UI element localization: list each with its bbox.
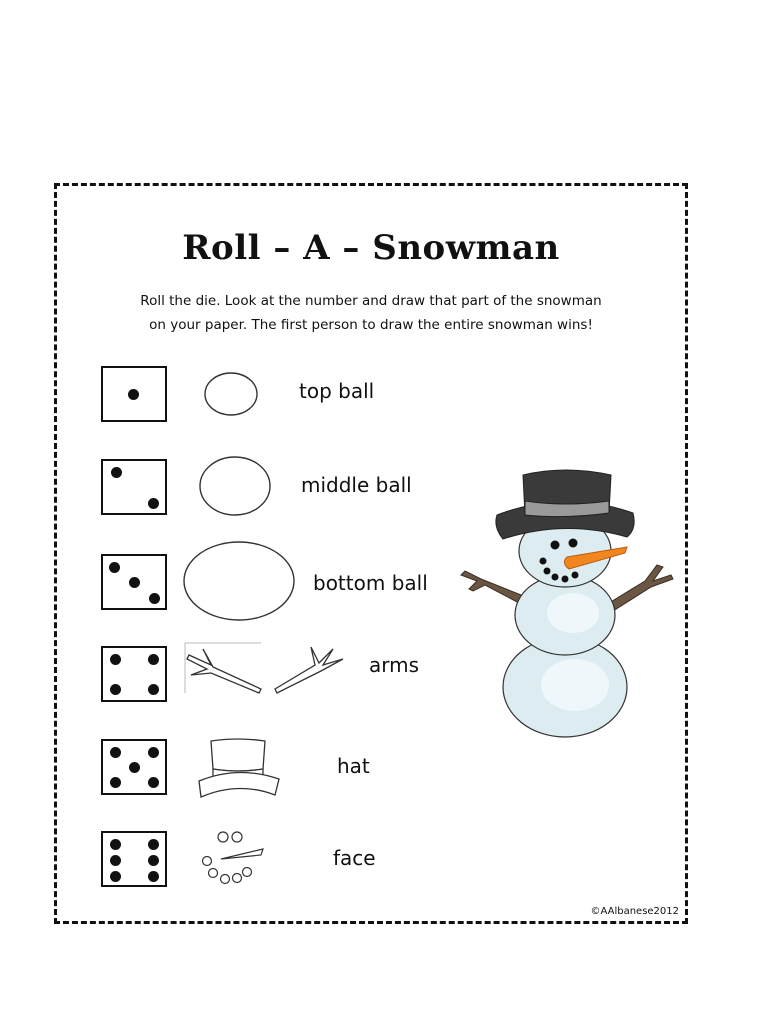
die-pip bbox=[111, 467, 122, 478]
die-pip bbox=[148, 747, 159, 758]
row-label-middle-ball: middle ball bbox=[301, 473, 412, 497]
die-pip bbox=[148, 498, 159, 509]
die-pip bbox=[110, 654, 121, 665]
die-four-icon bbox=[101, 646, 167, 702]
die-pip bbox=[149, 593, 160, 604]
die-pip bbox=[129, 577, 140, 588]
instructions-line-2: on your paper. The first person to draw the entire snowman wins! bbox=[149, 317, 593, 333]
die-pip bbox=[110, 839, 121, 850]
row-label-hat: hat bbox=[337, 754, 370, 778]
die-six-icon bbox=[101, 831, 167, 887]
instructions-line-1: Roll the die. Look at the number and draw that part of the snowman bbox=[140, 293, 602, 309]
middle-ball-outline-icon bbox=[197, 454, 273, 518]
twig-arms-outline-icon bbox=[183, 641, 353, 699]
top-ball-outline-icon bbox=[203, 371, 259, 417]
instructions bbox=[87, 289, 655, 337]
die-pip bbox=[148, 684, 159, 695]
die-two-icon bbox=[101, 459, 167, 515]
die-pip bbox=[148, 654, 159, 665]
worksheet-title: Roll – A – Snowman bbox=[182, 228, 560, 268]
die-pip bbox=[148, 871, 159, 882]
worksheet bbox=[54, 183, 688, 924]
top-hat-outline-icon bbox=[193, 737, 283, 799]
die-one-icon bbox=[101, 366, 167, 422]
row-label-top-ball: top ball bbox=[299, 379, 375, 403]
row-label-face: face bbox=[333, 846, 376, 870]
die-pip bbox=[110, 855, 121, 866]
die-pip bbox=[128, 389, 139, 400]
snowman-illustration-icon bbox=[459, 461, 679, 741]
row-label-bottom-ball: bottom ball bbox=[313, 571, 428, 595]
bottom-ball-outline-icon bbox=[181, 539, 297, 623]
die-pip bbox=[110, 777, 121, 788]
die-pip bbox=[148, 855, 159, 866]
die-pip bbox=[148, 839, 159, 850]
die-pip bbox=[129, 762, 140, 773]
face-outline-icon bbox=[199, 829, 269, 887]
die-pip bbox=[110, 684, 121, 695]
die-pip bbox=[110, 747, 121, 758]
die-pip bbox=[148, 777, 159, 788]
die-five-icon bbox=[101, 739, 167, 795]
die-three-icon bbox=[101, 554, 167, 610]
die-pip bbox=[110, 871, 121, 882]
copyright-credit: ©AAlbanese2012 bbox=[590, 906, 679, 917]
die-pip bbox=[109, 562, 120, 573]
row-label-arms: arms bbox=[369, 653, 420, 677]
